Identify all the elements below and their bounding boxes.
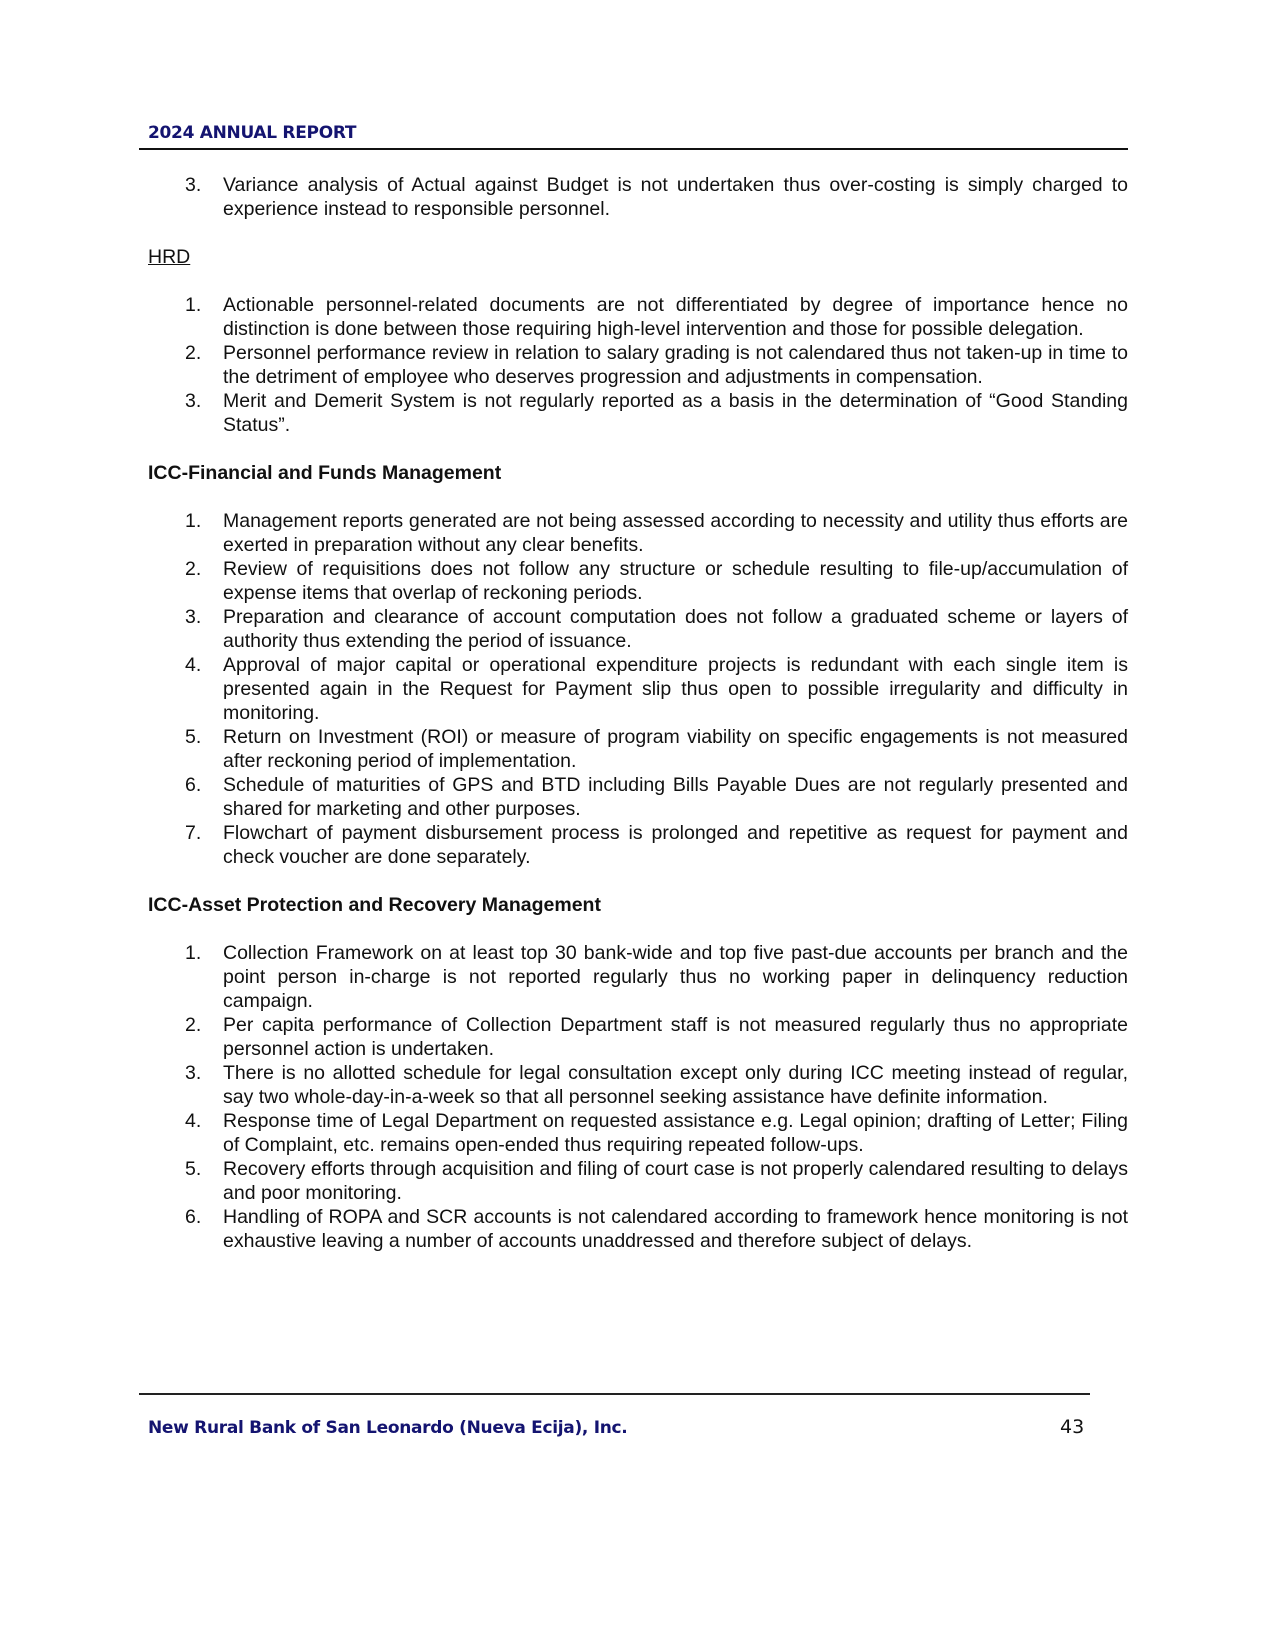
item-number: 1. <box>185 294 202 316</box>
hrd-list <box>148 293 1128 437</box>
list-item <box>148 1205 1128 1253</box>
list-item <box>148 1061 1128 1109</box>
item-number: 2. <box>185 558 202 580</box>
list-item <box>148 821 1128 869</box>
list-item <box>148 389 1128 437</box>
section-heading-asset-protection: ICC-Asset Protection and Recovery Management <box>148 894 601 916</box>
item-text: Personnel performance review in relation to salary grading is not calendared thus not taken-up in time to the detriment of employee who deserves progression and adjustments in compensation. <box>223 342 1128 388</box>
list-item <box>148 1109 1128 1157</box>
item-text: Response time of Legal Department on requested assistance e.g. Legal opinion; drafting of Letter; Filing of Complaint, etc. remains open-ended thus requiring repeated follow-ups. <box>223 1110 1128 1156</box>
item-text: There is no allotted schedule for legal consultation except only during ICC meeting instead of regular, say two whole-day-in-a-week so that all personnel seeking assistance have definite information. <box>223 1062 1128 1108</box>
item-text: Actionable personnel-related documents are not differentiated by degree of importance hence no distinction is done between those requiring high-level intervention and those for possible delegation. <box>223 294 1128 340</box>
financial-list <box>148 509 1128 869</box>
list-item <box>148 605 1128 653</box>
item-number: 5. <box>185 1158 202 1180</box>
list-item <box>148 509 1128 557</box>
item-text: Per capita performance of Collection Department staff is not measured regularly thus no appropriate personnel action is undertaken. <box>223 1014 1128 1060</box>
item-text: Management reports generated are not being assessed according to necessity and utility thus efforts are exerted in preparation without any clear benefits. <box>223 510 1128 556</box>
page-number: 43 <box>1060 1416 1085 1438</box>
item-text: Review of requisitions does not follow any structure or schedule resulting to file-up/accumulation of expense items that overlap of reckoning periods. <box>223 558 1128 604</box>
page-content <box>148 173 1128 1253</box>
item-number: 3. <box>185 606 202 628</box>
asset-protection-list <box>148 941 1128 1253</box>
list-item <box>148 725 1128 773</box>
list-item <box>148 941 1128 1013</box>
item-text: Variance analysis of Actual against Budget is not undertaken thus over-costing is simply charged to experience instead to responsible personnel. <box>223 174 1128 220</box>
item-number: 1. <box>185 942 202 964</box>
section-heading-financial: ICC-Financial and Funds Management <box>148 462 502 484</box>
item-number: 6. <box>185 1206 202 1228</box>
item-number: 5. <box>185 726 202 748</box>
item-number: 2. <box>185 1014 202 1036</box>
item-number: 4. <box>185 654 202 676</box>
item-number: 3. <box>185 390 202 412</box>
item-text: Schedule of maturities of GPS and BTD including Bills Payable Dues are not regularly presented and shared for marketing and other purposes. <box>223 774 1128 820</box>
item-text: Flowchart of payment disbursement process is prolonged and repetitive as request for payment and check voucher are done separately. <box>223 822 1128 868</box>
item-number: 6. <box>185 774 202 796</box>
item-number: 1. <box>185 510 202 532</box>
item-number: 3. <box>185 174 202 196</box>
footer-organization: New Rural Bank of San Leonardo (Nueva Ecija), Inc. <box>148 1418 628 1438</box>
list-item <box>148 173 1128 221</box>
item-number: 3. <box>185 1062 202 1084</box>
list-item <box>148 773 1128 821</box>
list-item <box>148 293 1128 341</box>
item-text: Merit and Demerit System is not regularly reported as a basis in the determination of “Good Standing Status”. <box>223 390 1128 436</box>
footer-divider <box>139 1393 1090 1395</box>
list-item <box>148 1157 1128 1205</box>
item-text: Handling of ROPA and SCR accounts is not calendared according to framework hence monitoring is not exhaustive leaving a number of accounts unaddressed and therefore subject of delays. <box>223 1206 1128 1252</box>
list-item <box>148 1013 1128 1061</box>
item-text: Approval of major capital or operational expenditure projects is redundant with each single item is presented again in the Request for Payment slip thus open to possible irregularity and difficulty in monitoring. <box>223 654 1128 724</box>
header-divider <box>139 148 1128 150</box>
section-heading-hrd: HRD <box>148 246 191 268</box>
item-number: 2. <box>185 342 202 364</box>
item-text: Return on Investment (ROI) or measure of program viability on specific engagements is not measured after reckoning period of implementation. <box>223 726 1128 772</box>
item-text: Collection Framework on at least top 30 bank-wide and top five past-due accounts per branch and the point person in-charge is not reported regularly thus no working paper in delinquency reduction campaign. <box>223 942 1128 1012</box>
item-number: 4. <box>185 1110 202 1132</box>
item-text: Preparation and clearance of account computation does not follow a graduated scheme or layers of authority thus extending the period of issuance. <box>223 606 1128 652</box>
item-text: Recovery efforts through acquisition and filing of court case is not properly calendared resulting to delays and poor monitoring. <box>223 1158 1128 1204</box>
list-item <box>148 341 1128 389</box>
item-number: 7. <box>185 822 202 844</box>
intro-list <box>148 173 1128 221</box>
list-item <box>148 653 1128 725</box>
report-header-title: 2024 ANNUAL REPORT <box>148 123 357 143</box>
list-item <box>148 557 1128 605</box>
